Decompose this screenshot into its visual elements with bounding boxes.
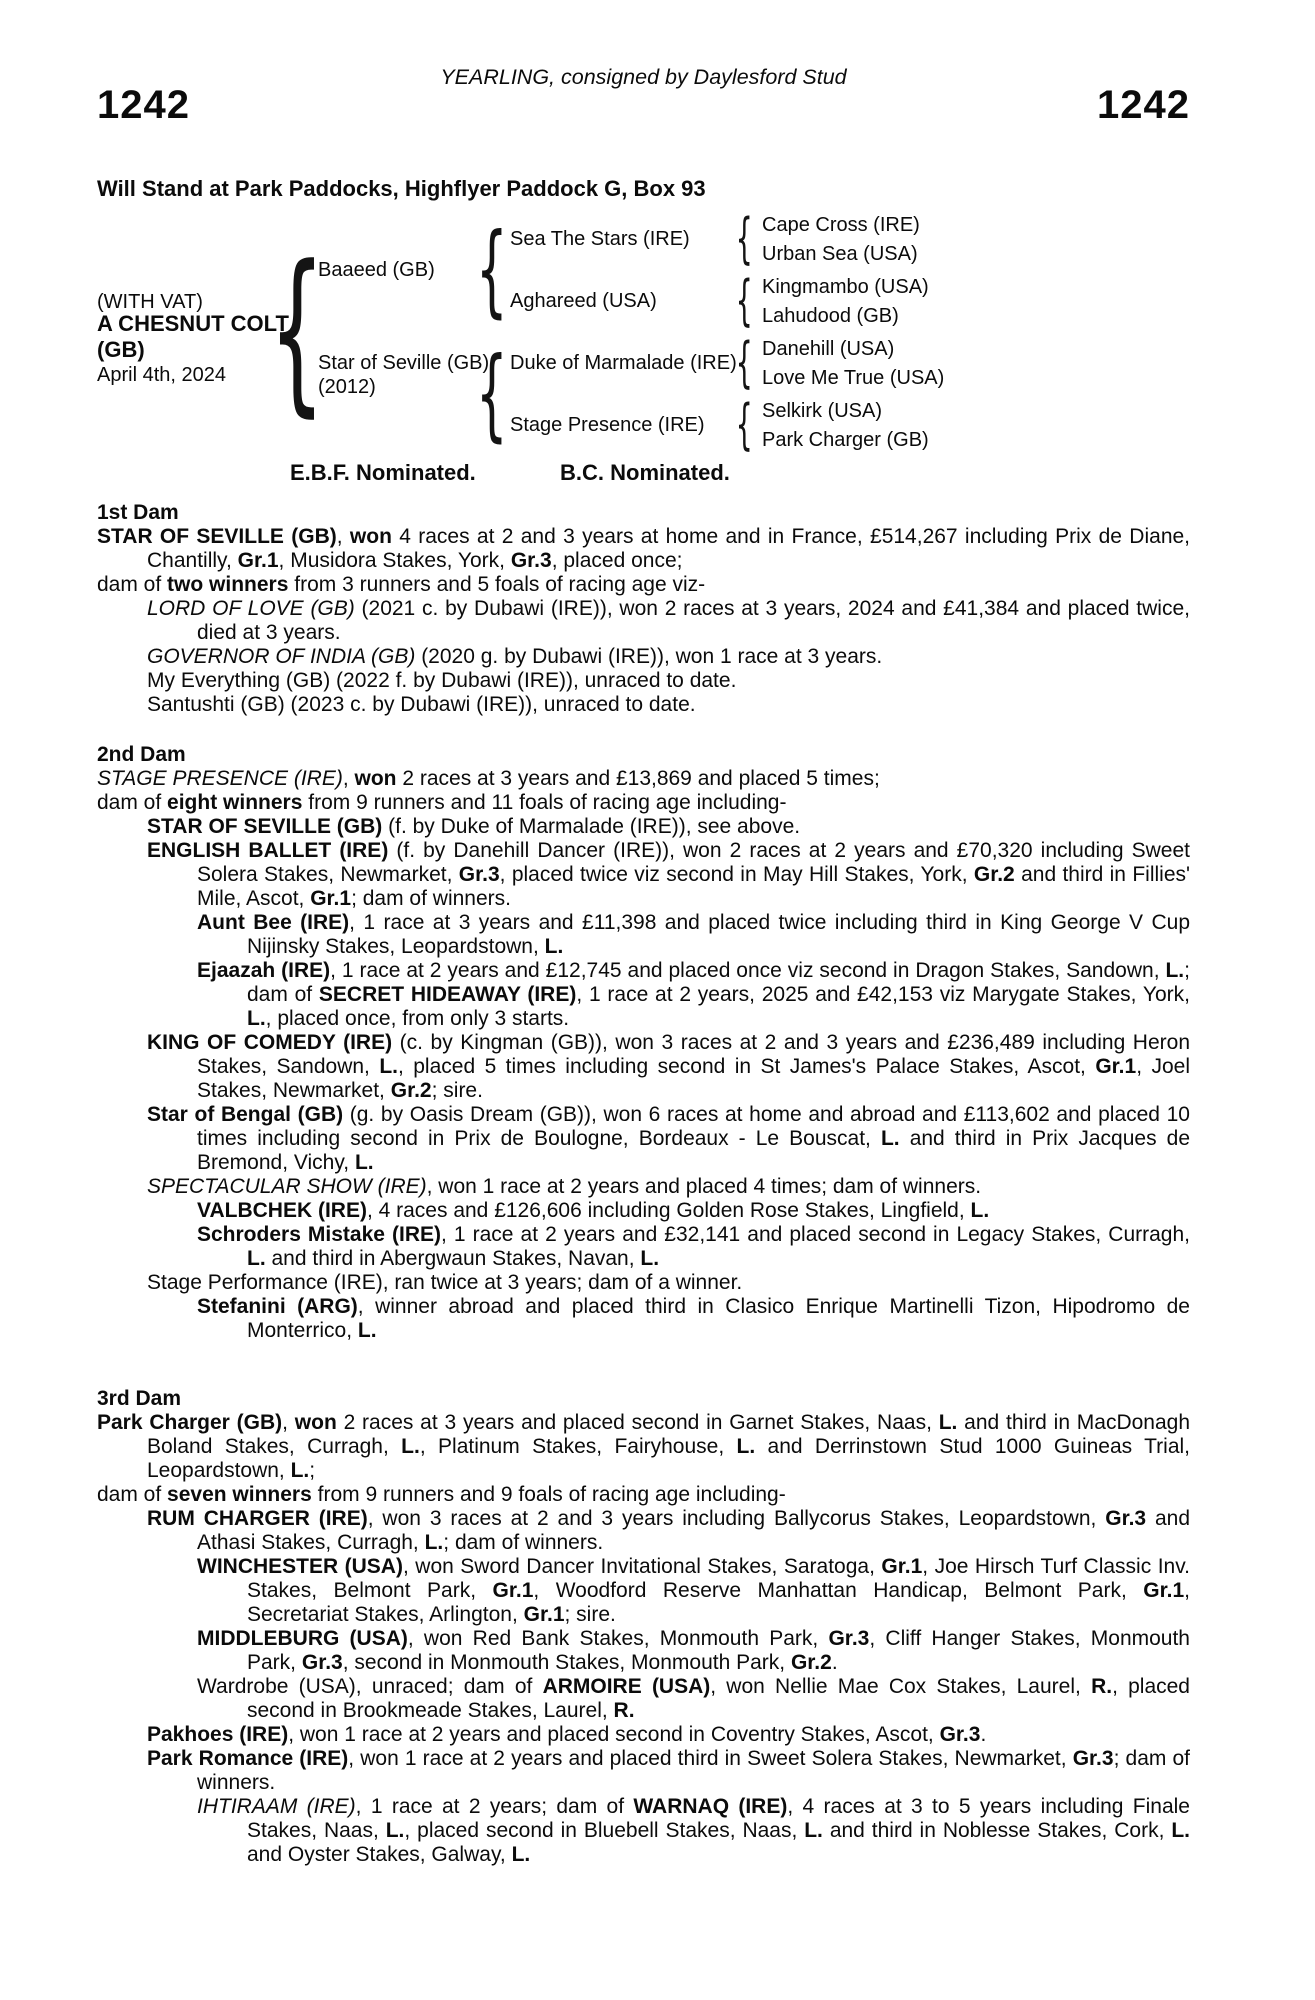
bc-nominated-label: B.C. Nominated. <box>560 460 730 485</box>
text-run: L. <box>1165 959 1185 982</box>
text-run: STAGE PRESENCE (IRE) <box>97 767 343 790</box>
text-run: KING OF COMEDY (IRE) <box>147 1031 393 1054</box>
pedigree-brace-icon: { <box>735 331 753 394</box>
sire-dam-name: Aghareed (USA) <box>510 290 657 312</box>
text-run: Gr.3 <box>1072 1747 1114 1770</box>
text-run: . <box>980 1723 987 1746</box>
text-run: Aunt Bee (IRE) <box>197 911 350 934</box>
great-grandparent-name: Kingmambo (USA) <box>762 276 929 298</box>
pedigree-paragraph <box>97 573 1190 597</box>
consignor-line: YEARLING, consigned by Daylesford Stud <box>440 65 847 89</box>
pedigree-paragraph <box>97 525 1190 573</box>
pedigree-paragraph <box>97 1175 1190 1199</box>
text-run: (g. by Oasis Dream (GB)), won 6 races at home and abroad and £113,602 and placed 10 times including second in Prix de Boulogne, Bordeaux - Le Bouscat, <box>197 1103 1190 1150</box>
text-run: Gr.1 <box>1095 1055 1137 1078</box>
text-run: (f. by Duke of Marmalade (IRE)), see above. <box>382 815 801 838</box>
text-run: VALBCHEK (IRE) <box>197 1199 367 1222</box>
pedigree-paragraph <box>97 1199 1190 1223</box>
pedigree-paragraph <box>97 597 1190 645</box>
pedigree-brace-icon: { <box>476 335 508 452</box>
pedigree-paragraph <box>97 911 1190 959</box>
text-run: (2020 g. by Dubawi (IRE)), won 1 race at 3 years. <box>415 645 883 668</box>
text-run: Gr.3 <box>939 1723 981 1746</box>
text-run: L. <box>354 1151 374 1174</box>
pedigree-paragraph <box>97 1795 1190 1867</box>
text-run: ENGLISH BALLET (IRE) <box>147 839 389 862</box>
text-run: L. <box>357 1319 377 1342</box>
text-run: dam of <box>97 791 168 814</box>
text-run: , Musidora Stakes, York, <box>278 549 511 572</box>
pedigree-paragraph <box>97 959 1190 1031</box>
sire-name: Baaeed (GB) <box>318 259 435 281</box>
text-run: , placed 5 times including second in St James's Palace Stakes, Ascot, <box>397 1055 1096 1078</box>
text-run: two winners <box>167 573 289 596</box>
text-run: R. <box>613 1699 635 1722</box>
text-run: L. <box>247 1007 266 1030</box>
nominations-line <box>97 460 1190 486</box>
pedigree-paragraph <box>97 791 1190 815</box>
dam-section-heading: 2nd Dam <box>97 743 186 766</box>
text-run: ARMOIRE (USA) <box>542 1675 711 1698</box>
text-run: WARNAQ (IRE) <box>633 1795 788 1818</box>
text-run: from 9 runners and 11 foals of racing age including- <box>302 791 787 814</box>
text-run: , placed twice viz second in May Hill Stakes, York, <box>499 863 974 886</box>
text-run: Schroders Mistake (IRE) <box>197 1223 442 1246</box>
text-run: L. <box>970 1199 990 1222</box>
text-run: , Platinum Stakes, Fairyhouse, <box>419 1435 737 1458</box>
text-run: , placed second in Brookmeade Stakes, Laurel, <box>247 1675 1190 1722</box>
dam-section-heading: 3rd Dam <box>97 1387 182 1410</box>
dam-section <box>97 501 1190 717</box>
text-run: , Woodford Reserve Manhattan Handicap, Belmont Park, <box>533 1579 1144 1602</box>
text-run: dam of <box>97 573 168 596</box>
text-run: SECRET HIDEAWAY (IRE) <box>318 983 577 1006</box>
ebf-nominated-label: E.B.F. Nominated. <box>290 460 476 485</box>
text-run: , 1 race at 2 years and £12,745 and placed once viz second in Dragon Stakes, Sandown, <box>330 959 1166 982</box>
text-run: Gr.1 <box>881 1555 923 1578</box>
pedigree-paragraph <box>97 839 1190 911</box>
pedigree-paragraph <box>97 815 1190 839</box>
text-run: Pakhoes (IRE) <box>147 1723 289 1746</box>
text-run: , won 1 race at 2 years and placed 4 times; dam of winners. <box>426 1175 982 1198</box>
pedigree-paragraph <box>97 1223 1190 1271</box>
pedigree-paragraph <box>97 767 1190 791</box>
text-run: My Everything (GB) (2022 f. by Dubawi (IRE)), unraced to date. <box>147 669 737 692</box>
dam-dam-name: Stage Presence (IRE) <box>510 414 705 436</box>
text-run: (c. by Kingman (GB)), won 3 races at 2 and 3 years and £236,489 including Heron Stakes, Sandown, <box>197 1031 1190 1078</box>
text-run: GOVERNOR OF INDIA (GB) <box>147 645 416 668</box>
text-run: L. <box>640 1247 660 1270</box>
pedigree-brace-icon: { <box>735 393 753 456</box>
text-run: IHTIRAAM (IRE) <box>197 1795 356 1818</box>
text-run: Gr.1 <box>310 887 352 910</box>
pedigree-paragraph <box>97 1747 1190 1795</box>
text-run: Stage Performance (IRE), ran twice at 3 years; dam of a winner. <box>147 1271 743 1294</box>
text-run: and Athasi Stakes, Curragh, <box>197 1507 1191 1554</box>
text-run: , won Nellie Mae Cox Stakes, Laurel, <box>710 1675 1092 1698</box>
text-run: Park Romance (IRE) <box>147 1747 349 1770</box>
pedigree-paragraph <box>97 1675 1190 1723</box>
text-run: Gr.2 <box>973 863 1015 886</box>
text-run: and third in Prix Jacques de Bremond, Vichy, <box>197 1127 1191 1174</box>
text-run: and third in Fillies' Mile, Ascot, <box>197 863 1191 910</box>
text-run: L. <box>401 1435 420 1458</box>
text-run: L. <box>1171 1819 1190 1842</box>
pedigree-paragraph <box>97 1483 1190 1507</box>
text-run: ; dam of winners. <box>351 887 511 910</box>
text-run: , Joel Stakes, Newmarket, <box>197 1055 1190 1102</box>
text-run: L. <box>544 935 564 958</box>
pedigree-paragraph <box>97 1411 1190 1483</box>
text-run: . <box>831 1651 838 1674</box>
vat-note: (WITH VAT) <box>97 291 203 313</box>
great-grandparent-name: Danehill (USA) <box>762 338 895 360</box>
text-run: , won 1 race at 2 years and placed second in Coventry Stakes, Ascot, <box>288 1723 940 1746</box>
text-run: L. <box>804 1819 823 1842</box>
text-run: from 9 runners and 9 foals of racing age including- <box>311 1483 786 1506</box>
text-run: , won 3 races at 2 and 3 years including Ballycorus Stakes, Leopardstown, <box>367 1507 1106 1530</box>
text-run: , Secretariat Stakes, Arlington, <box>247 1579 1190 1626</box>
colt-name: A CHESNUT COLT <box>97 311 289 336</box>
pedigree-paragraph <box>97 1507 1190 1555</box>
text-run: , won Red Bank Stakes, Monmouth Park, <box>407 1627 829 1650</box>
text-run: , won Sword Dancer Invitational Stakes, Saratoga, <box>402 1555 882 1578</box>
text-run: from 3 runners and 5 foals of racing age viz- <box>288 573 706 596</box>
great-grandparent-name: Urban Sea (USA) <box>762 243 918 265</box>
pedigree-brace-icon: { <box>735 207 753 270</box>
text-run: L. <box>247 1247 266 1270</box>
text-run: 2 races at 3 years and £13,869 and placed 5 times; <box>396 767 880 790</box>
text-run: L. <box>424 1531 444 1554</box>
great-grandparent-name: Selkirk (USA) <box>762 400 883 422</box>
text-run: Gr.3 <box>828 1627 870 1650</box>
text-run: , 4 races and £126,606 including Golden Rose Stakes, Lingfield, <box>366 1199 971 1222</box>
text-run: , 1 race at 2 years; dam of <box>355 1795 634 1818</box>
great-grandparent-name: Park Charger (GB) <box>762 429 929 451</box>
dam-section <box>97 743 1190 1343</box>
text-run: and third in Noblesse Stakes, Cork, <box>822 1819 1172 1842</box>
text-run: won <box>349 525 392 548</box>
text-run: won <box>354 767 397 790</box>
text-run: RUM CHARGER (IRE) <box>147 1507 368 1530</box>
text-run: , <box>282 1411 295 1434</box>
text-run: ; sire. <box>564 1603 616 1626</box>
text-run: , 1 race at 2 years and £32,141 and placed second in Legacy Stakes, Curragh, <box>441 1223 1190 1246</box>
pedigree-paragraph <box>97 645 1190 669</box>
text-run: , second in Monmouth Stakes, Monmouth Park, <box>342 1651 791 1674</box>
pedigree-brace-icon: { <box>476 211 508 328</box>
text-run: STAR OF SEVILLE (GB) <box>97 525 337 548</box>
text-run: Gr.1 <box>492 1579 534 1602</box>
pedigree-paragraph <box>97 1031 1190 1103</box>
text-run: , Cliff Hanger Stakes, Monmouth Park, <box>247 1627 1190 1674</box>
pedigree-paragraph <box>97 1555 1190 1627</box>
pedigree-paragraph <box>97 1627 1190 1675</box>
pedigree-paragraph <box>97 693 1190 717</box>
text-run: L. <box>938 1411 958 1434</box>
text-run: , winner abroad and placed third in Clasico Enrique Martinelli Tizon, Hipodromo de Monterrico, <box>247 1295 1190 1342</box>
pedigree-paragraph <box>97 1271 1190 1295</box>
text-run: L. <box>880 1127 900 1150</box>
lot-number-left: 1242 <box>97 83 190 127</box>
text-run: , placed once; <box>551 549 683 572</box>
text-run: Ejaazah (IRE) <box>197 959 331 982</box>
text-run: Gr.3 <box>510 549 552 572</box>
text-run: Gr.3 <box>301 1651 343 1674</box>
text-run: ; dam of winners. <box>197 1747 1190 1794</box>
dam-section <box>97 1387 1190 1867</box>
dam-section-heading: 1st Dam <box>97 501 179 524</box>
text-run: and third in MacDonagh Boland Stakes, Curragh, <box>147 1411 1191 1458</box>
sire-sire-name: Sea The Stars (IRE) <box>510 228 690 250</box>
dam-sire-name: Duke of Marmalade (IRE) <box>510 352 737 374</box>
text-run: Santushti (GB) (2023 c. by Dubawi (IRE)), unraced to date. <box>147 693 696 716</box>
text-run: L. <box>511 1843 531 1866</box>
text-run: Gr.2 <box>790 1651 832 1674</box>
text-run: STAR OF SEVILLE (GB) <box>147 815 383 838</box>
pedigree-brace-icon: { <box>269 228 326 433</box>
pedigree-brace-icon: { <box>735 269 753 332</box>
colt-country-suffix: (GB) <box>97 337 145 362</box>
text-run: and third in Abergwaun Stakes, Navan, <box>265 1247 641 1270</box>
text-run: R. <box>1091 1675 1113 1698</box>
text-run: 2 races at 3 years and placed second in Garnet Stakes, Naas, <box>336 1411 939 1434</box>
text-run: ; <box>309 1459 316 1482</box>
lot-number-right: 1242 <box>1097 83 1190 127</box>
pedigree-paragraph <box>97 669 1190 693</box>
foaling-date: April 4th, 2024 <box>97 364 226 386</box>
text-run: ; dam of <box>247 959 1190 1006</box>
text-run: L. <box>385 1819 405 1842</box>
dam-name-line: Star of Seville (GB) <box>318 352 490 374</box>
text-run: ; dam of winners. <box>443 1531 604 1554</box>
text-run: Wardrobe (USA), unraced; dam of <box>197 1675 543 1698</box>
text-run: Gr.1 <box>1143 1579 1185 1602</box>
text-run: , placed second in Bluebell Stakes, Naas, <box>404 1819 805 1842</box>
text-run: and Oyster Stakes, Galway, <box>247 1843 512 1866</box>
text-run: L. <box>736 1435 756 1458</box>
text-run: , 1 race at 3 years and £11,398 and placed twice including third in King George V Cup Nijinsky Stakes, Leopardstown, <box>247 911 1190 958</box>
text-run: , won 1 race at 2 years and placed third in Sweet Solera Stakes, Newmarket, <box>348 1747 1073 1770</box>
text-run: , placed once, from only 3 starts. <box>265 1007 570 1030</box>
text-run: Park Charger (GB) <box>97 1411 283 1434</box>
pedigree-text-sections <box>97 501 1190 1867</box>
text-run: 4 races at 2 and 3 years at home and in France, £514,267 including Prix de Diane, Chantilly, <box>147 525 1191 572</box>
pedigree-paragraph <box>97 1723 1190 1747</box>
text-run: LORD OF LOVE (GB) <box>147 597 355 620</box>
text-run: , 1 race at 2 years, 2025 and £42,153 viz Marygate Stakes, York, <box>576 983 1190 1006</box>
text-run: SPECTACULAR SHOW (IRE) <box>147 1175 427 1198</box>
great-grandparent-name: Cape Cross (IRE) <box>762 214 920 236</box>
great-grandparent-name: Love Me True (USA) <box>762 367 945 389</box>
text-run: MIDDLEBURG (USA) <box>197 1627 408 1650</box>
text-run: , <box>336 525 350 548</box>
dam-name <box>318 351 489 399</box>
text-run: dam of <box>97 1483 168 1506</box>
text-run: (f. by Danehill Dancer (IRE)), won 2 races at 2 years and £70,320 including Sweet Solera Stakes, Newmarket, <box>197 839 1190 886</box>
stand-location-line: Will Stand at Park Paddocks, Highflyer Paddock G, Box 93 <box>97 176 706 201</box>
text-run: Stefanini (ARG) <box>197 1295 358 1318</box>
text-run: and Derrinstown Stud 1000 Guineas Trial, Leopardstown, <box>147 1435 1190 1482</box>
text-run: , <box>342 767 355 790</box>
text-run: Gr.3 <box>1105 1507 1147 1530</box>
text-run: Gr.1 <box>237 549 279 572</box>
text-run: seven winners <box>167 1483 312 1506</box>
text-run: Gr.2 <box>390 1079 432 1102</box>
text-run: L. <box>379 1055 398 1078</box>
great-grandparent-name: Lahudood (GB) <box>762 305 899 327</box>
text-run: eight winners <box>167 791 303 814</box>
text-run: ; sire. <box>431 1079 483 1102</box>
pedigree-paragraph <box>97 1295 1190 1343</box>
text-run: won <box>294 1411 337 1434</box>
text-run: Gr.3 <box>458 863 500 886</box>
text-run: L. <box>290 1459 310 1482</box>
text-run: Gr.1 <box>523 1603 565 1626</box>
text-run: Star of Bengal (GB) <box>147 1103 344 1126</box>
pedigree-paragraph <box>97 1103 1190 1175</box>
dam-year: (2012) <box>318 376 376 398</box>
text-run: , 4 races at 3 to 5 years including Finale Stakes, Naas, <box>247 1795 1190 1842</box>
text-run: WINCHESTER (USA) <box>197 1555 403 1578</box>
text-run: (2021 c. by Dubawi (IRE)), won 2 races at 3 years, 2024 and £41,384 and placed twice, died at 3 years. <box>197 597 1190 644</box>
text-run: , Joe Hirsch Turf Classic Inv. Stakes, Belmont Park, <box>247 1555 1190 1602</box>
